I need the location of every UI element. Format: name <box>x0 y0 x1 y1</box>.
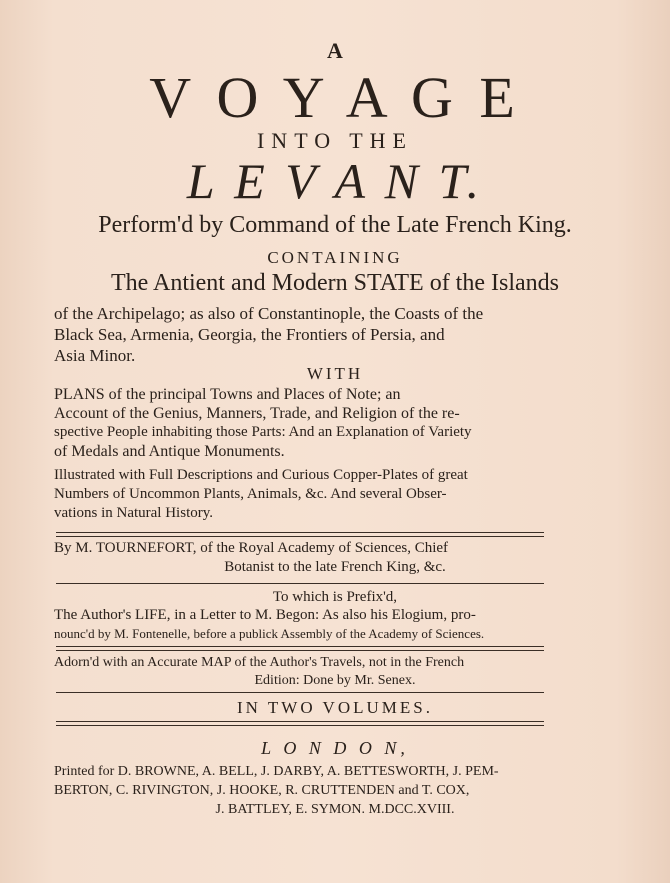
containing-heading: CONTAINING <box>267 248 403 267</box>
printer-line-2: BERTON, C. RIVINGTON, J. HOOKE, R. CRUTTENDEN and T. COX, <box>54 783 470 798</box>
plans-line-1: PLANS of the principal Towns and Places of Note; an <box>54 386 401 403</box>
with-heading: WITH <box>306 364 364 383</box>
map-line-2: Edition: Done by Mr. Senex. <box>254 673 416 688</box>
rule-2 <box>56 583 544 584</box>
printer-line-1: Printed for D. BROWNE, A. BELL, J. DARBY, A. BETTESWORTH, J. PEM- <box>54 764 499 779</box>
rule-5 <box>56 721 544 726</box>
author-line-2: Botanist to the late French King, &c. <box>224 559 446 575</box>
printer-line-3: J. BATTLEY, E. SYMON. M.DCC.XVIII. <box>215 802 455 817</box>
volumes-heading: IN TWO VOLUMES. <box>237 698 433 717</box>
life-line-2: nounc'd by M. Fontenelle, before a publick Assembly of the Academy of Sciences. <box>54 626 485 641</box>
rule-3 <box>56 646 544 651</box>
illustrated-line-3: vations in Natural History. <box>54 505 214 521</box>
illustrated-line-2: Numbers of Uncommon Plants, Animals, &c. And several Obser- <box>54 486 447 502</box>
rule-1 <box>56 532 544 537</box>
london-line: L O N D O N, <box>261 738 409 758</box>
title-voyage: V O Y A G E <box>149 65 521 130</box>
state-line-2: Black Sea, Armenia, Georgia, the Frontiers of Persia, and <box>54 325 445 344</box>
state-heading: The Antient and Modern STATE of the Islands <box>111 270 559 296</box>
illustrated-line-1: Illustrated with Full Descriptions and Curious Copper-Plates of great <box>54 467 468 483</box>
rule-4 <box>56 692 544 693</box>
state-line-1: of the Archipelago; as also of Constantinople, the Coasts of the <box>54 304 484 323</box>
map-line-1: Adorn'd with an Accurate MAP of the Author's Travels, not in the French <box>54 655 465 670</box>
author-line-1: By M. TOURNEFORT, of the Royal Academy of Sciences, Chief <box>54 540 449 556</box>
prefixd-line: To which is Prefix'd, <box>272 589 398 605</box>
title-into-the: INTO THE <box>256 128 413 153</box>
plans-line-4: of Medals and Antique Monuments. <box>54 443 285 460</box>
plans-line-2: Account of the Genius, Manners, Trade, and Religion of the re- <box>54 405 460 422</box>
title-levant: L E V A N T. <box>186 153 484 209</box>
plans-line-3: spective People inhabiting those Parts: And an Explanation of Variety <box>54 424 472 440</box>
state-line-3: Asia Minor. <box>54 346 136 365</box>
life-line-1: The Author's LIFE, in a Letter to M. Begon: As also his Elogium, pro- <box>54 607 476 623</box>
title-a: A <box>327 38 343 63</box>
performd-line: Perform'd by Command of the Late French King. <box>98 212 572 238</box>
